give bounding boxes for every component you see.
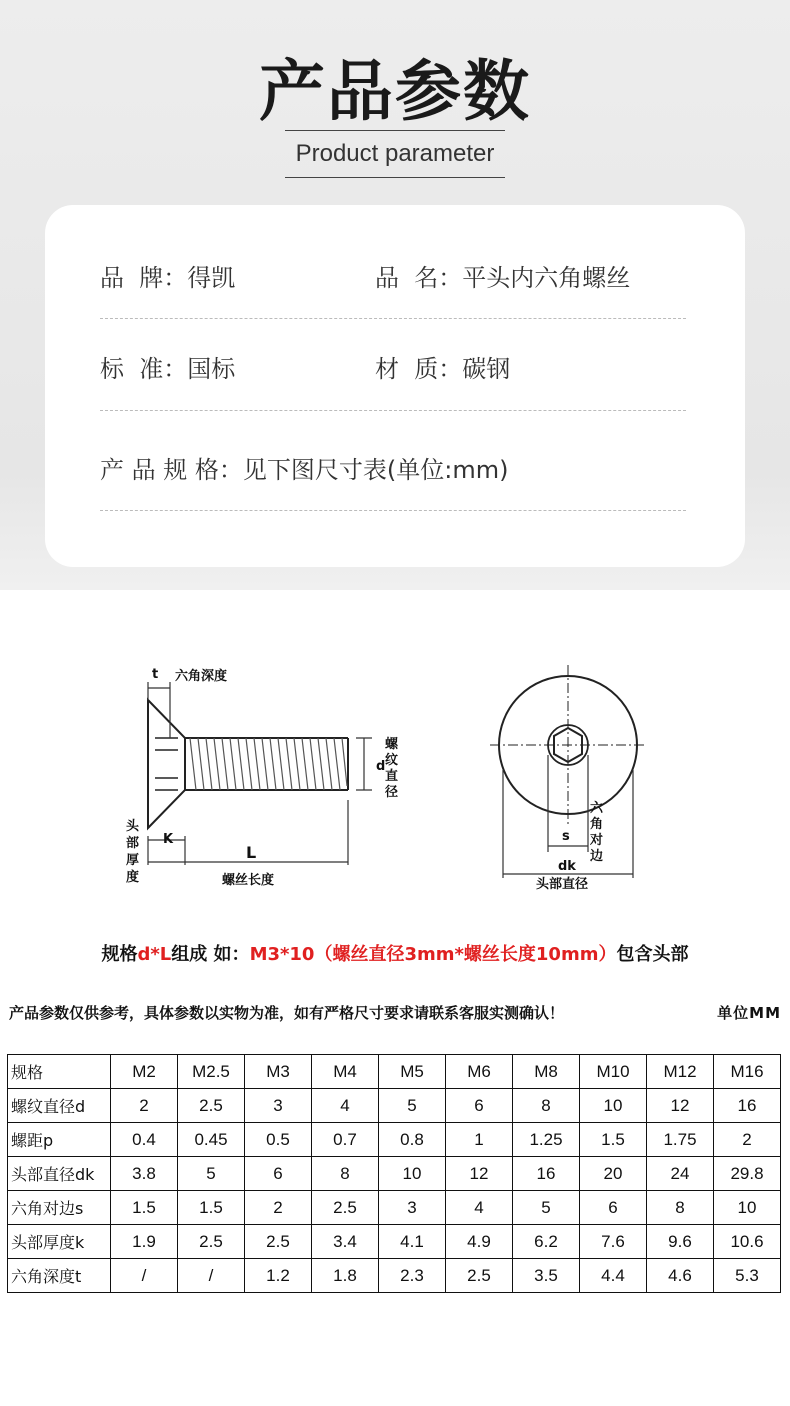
table-cell: M2 bbox=[111, 1055, 178, 1089]
table-cell: 5.3 bbox=[714, 1259, 781, 1293]
table-cell: 1 bbox=[446, 1123, 513, 1157]
standard-value: 国标 bbox=[187, 355, 236, 383]
d-label: d bbox=[376, 759, 386, 774]
note-part-3: 组成 如： bbox=[171, 944, 250, 965]
spec-value: 见下图尺寸表(单位:mm) bbox=[242, 456, 509, 484]
table-cell: 3 bbox=[245, 1089, 312, 1123]
table-cell: 3.8 bbox=[111, 1157, 178, 1191]
material-label: 材 质： bbox=[375, 355, 463, 383]
table-cell: 0.45 bbox=[178, 1123, 245, 1157]
table-cell: / bbox=[111, 1259, 178, 1293]
row-header-cell: 六角深度t bbox=[8, 1259, 111, 1293]
table-cell: M10 bbox=[580, 1055, 647, 1089]
row-header-cell: 螺距p bbox=[8, 1123, 111, 1157]
table-cell: 20 bbox=[580, 1157, 647, 1191]
table-row bbox=[8, 1157, 781, 1191]
table-cell: M12 bbox=[647, 1055, 714, 1089]
table-cell: 1.5 bbox=[580, 1123, 647, 1157]
table-cell: 12 bbox=[446, 1157, 513, 1191]
table-cell: 4 bbox=[446, 1191, 513, 1225]
divider bbox=[100, 410, 686, 411]
table-cell: 5 bbox=[379, 1089, 446, 1123]
hex-across-char-3: 对 bbox=[590, 833, 604, 848]
size-table bbox=[7, 1054, 781, 1293]
table-cell: 16 bbox=[513, 1157, 580, 1191]
standard-field bbox=[100, 349, 235, 384]
table-cell: 2.5 bbox=[312, 1191, 379, 1225]
side-view bbox=[148, 700, 348, 828]
table-cell: 2 bbox=[714, 1123, 781, 1157]
table-cell: 6 bbox=[580, 1191, 647, 1225]
spec-label: 产 品 规 格： bbox=[100, 456, 243, 484]
table-cell: 6 bbox=[446, 1089, 513, 1123]
table-cell: 4.9 bbox=[446, 1225, 513, 1259]
subtitle-frame bbox=[285, 130, 505, 178]
note-part-4: M3*10（螺丝直径3mm*螺丝长度10mm） bbox=[249, 944, 617, 965]
table-cell: 0.5 bbox=[245, 1123, 312, 1157]
head-thickness-char-3: 厚 bbox=[126, 853, 140, 868]
t-label: t bbox=[152, 667, 159, 682]
head-thickness-char-4: 度 bbox=[126, 870, 140, 885]
table-cell: 2 bbox=[111, 1089, 178, 1123]
table-cell: 10 bbox=[580, 1089, 647, 1123]
page-title: 产品参数 bbox=[259, 53, 531, 130]
page-subtitle: Product parameter bbox=[295, 140, 495, 167]
table-cell: 24 bbox=[647, 1157, 714, 1191]
note-part-5: 包含头部 bbox=[616, 944, 689, 965]
table-row bbox=[8, 1191, 781, 1225]
table-cell: 16 bbox=[714, 1089, 781, 1123]
brand-value: 得凯 bbox=[187, 264, 236, 292]
table-cell: 2.5 bbox=[245, 1225, 312, 1259]
head-diameter-label: 头部直径 bbox=[536, 877, 589, 892]
row-header-cell: 头部直径dk bbox=[8, 1157, 111, 1191]
table-cell: 29.8 bbox=[714, 1157, 781, 1191]
row-header-cell: 六角对边s bbox=[8, 1191, 111, 1225]
table-cell: 1.25 bbox=[513, 1123, 580, 1157]
table-cell: 6.2 bbox=[513, 1225, 580, 1259]
screw-length-label: 螺丝长度 bbox=[222, 873, 275, 888]
divider bbox=[100, 318, 686, 319]
table-cell: 12 bbox=[647, 1089, 714, 1123]
table-row bbox=[8, 1123, 781, 1157]
thread-diameter-char-4: 径 bbox=[385, 785, 399, 800]
table-cell: 3 bbox=[379, 1191, 446, 1225]
table-cell: 0.7 bbox=[312, 1123, 379, 1157]
table-cell: M6 bbox=[446, 1055, 513, 1089]
table-cell: 9.6 bbox=[647, 1225, 714, 1259]
note-part-2: d*L bbox=[137, 944, 172, 965]
table-cell: / bbox=[178, 1259, 245, 1293]
table-cell: 7.6 bbox=[580, 1225, 647, 1259]
thread-diameter-char-3: 直 bbox=[385, 769, 399, 784]
table-cell: 2.3 bbox=[379, 1259, 446, 1293]
hex-across-char-2: 角 bbox=[590, 817, 604, 832]
table-cell: 2.5 bbox=[178, 1089, 245, 1123]
table-cell: 2 bbox=[245, 1191, 312, 1225]
s-label: s bbox=[562, 829, 570, 844]
table-cell: 8 bbox=[513, 1089, 580, 1123]
standard-label: 标 准： bbox=[100, 355, 188, 383]
unit-label: 单位MM bbox=[717, 1004, 781, 1022]
brand-field bbox=[100, 258, 235, 293]
hex-across-char-4: 边 bbox=[590, 849, 604, 864]
table-cell: 2.5 bbox=[446, 1259, 513, 1293]
disclaimer-note bbox=[9, 1002, 781, 1023]
table-cell: 4.4 bbox=[580, 1259, 647, 1293]
thread-hatching bbox=[190, 738, 347, 790]
spec-format-note bbox=[0, 940, 790, 966]
table-cell: 4.6 bbox=[647, 1259, 714, 1293]
table-cell: M8 bbox=[513, 1055, 580, 1089]
name-label: 品 名： bbox=[375, 264, 463, 292]
row-header-cell: 头部厚度k bbox=[8, 1225, 111, 1259]
table-cell: 0.4 bbox=[111, 1123, 178, 1157]
screw-dimension-diagram bbox=[0, 640, 790, 900]
table-cell: 10 bbox=[379, 1157, 446, 1191]
thread-diameter-char-2: 纹 bbox=[385, 753, 399, 768]
table-cell: 4 bbox=[312, 1089, 379, 1123]
row-header-cell: 规格 bbox=[8, 1055, 111, 1089]
table-cell: 0.8 bbox=[379, 1123, 446, 1157]
l-label: L bbox=[246, 843, 257, 862]
name-field bbox=[375, 258, 630, 293]
table-cell: 10 bbox=[714, 1191, 781, 1225]
parameter-card bbox=[45, 205, 745, 567]
thread-diameter-char-1: 螺 bbox=[385, 737, 399, 752]
table-row bbox=[8, 1259, 781, 1293]
name-value: 平头内六角螺丝 bbox=[462, 264, 631, 292]
table-row bbox=[8, 1225, 781, 1259]
table-cell: M5 bbox=[379, 1055, 446, 1089]
hex-across-char-1: 六 bbox=[590, 801, 604, 816]
table-cell: 1.8 bbox=[312, 1259, 379, 1293]
k-label: K bbox=[163, 832, 174, 847]
table-cell: 1.5 bbox=[178, 1191, 245, 1225]
head-thickness-char-1: 头 bbox=[126, 819, 140, 834]
table-cell: M16 bbox=[714, 1055, 781, 1089]
table-cell: 10.6 bbox=[714, 1225, 781, 1259]
table-row bbox=[8, 1055, 781, 1089]
row-header-cell: 螺纹直径d bbox=[8, 1089, 111, 1123]
table-cell: 3.4 bbox=[312, 1225, 379, 1259]
table-cell: 4.1 bbox=[379, 1225, 446, 1259]
dk-label: dk bbox=[558, 859, 576, 874]
brand-label: 品 牌： bbox=[100, 264, 188, 292]
note-part-1: 规格 bbox=[101, 944, 138, 965]
table-cell: 6 bbox=[245, 1157, 312, 1191]
head-thickness-char-2: 部 bbox=[126, 836, 140, 851]
disclaimer-text: 产品参数仅供参考，具体参数以实物为准，如有严格尺寸要求请联系客服实测确认！ bbox=[9, 1004, 565, 1022]
table-cell: M3 bbox=[245, 1055, 312, 1089]
table-cell: 1.5 bbox=[111, 1191, 178, 1225]
top-view bbox=[490, 665, 646, 825]
table-cell: 5 bbox=[178, 1157, 245, 1191]
table-cell: 1.75 bbox=[647, 1123, 714, 1157]
table-cell: 1.9 bbox=[111, 1225, 178, 1259]
table-cell: 8 bbox=[312, 1157, 379, 1191]
table-cell: 5 bbox=[513, 1191, 580, 1225]
table-cell: 1.2 bbox=[245, 1259, 312, 1293]
material-value: 碳钢 bbox=[462, 355, 511, 383]
table-cell: M4 bbox=[312, 1055, 379, 1089]
table-cell: 3.5 bbox=[513, 1259, 580, 1293]
table-cell: 8 bbox=[647, 1191, 714, 1225]
spec-field bbox=[100, 450, 508, 485]
material-field bbox=[375, 349, 510, 384]
table-cell: M2.5 bbox=[178, 1055, 245, 1089]
table-row bbox=[8, 1089, 781, 1123]
divider bbox=[100, 510, 686, 511]
table-cell: 2.5 bbox=[178, 1225, 245, 1259]
hex-depth-label: 六角深度 bbox=[175, 669, 228, 684]
